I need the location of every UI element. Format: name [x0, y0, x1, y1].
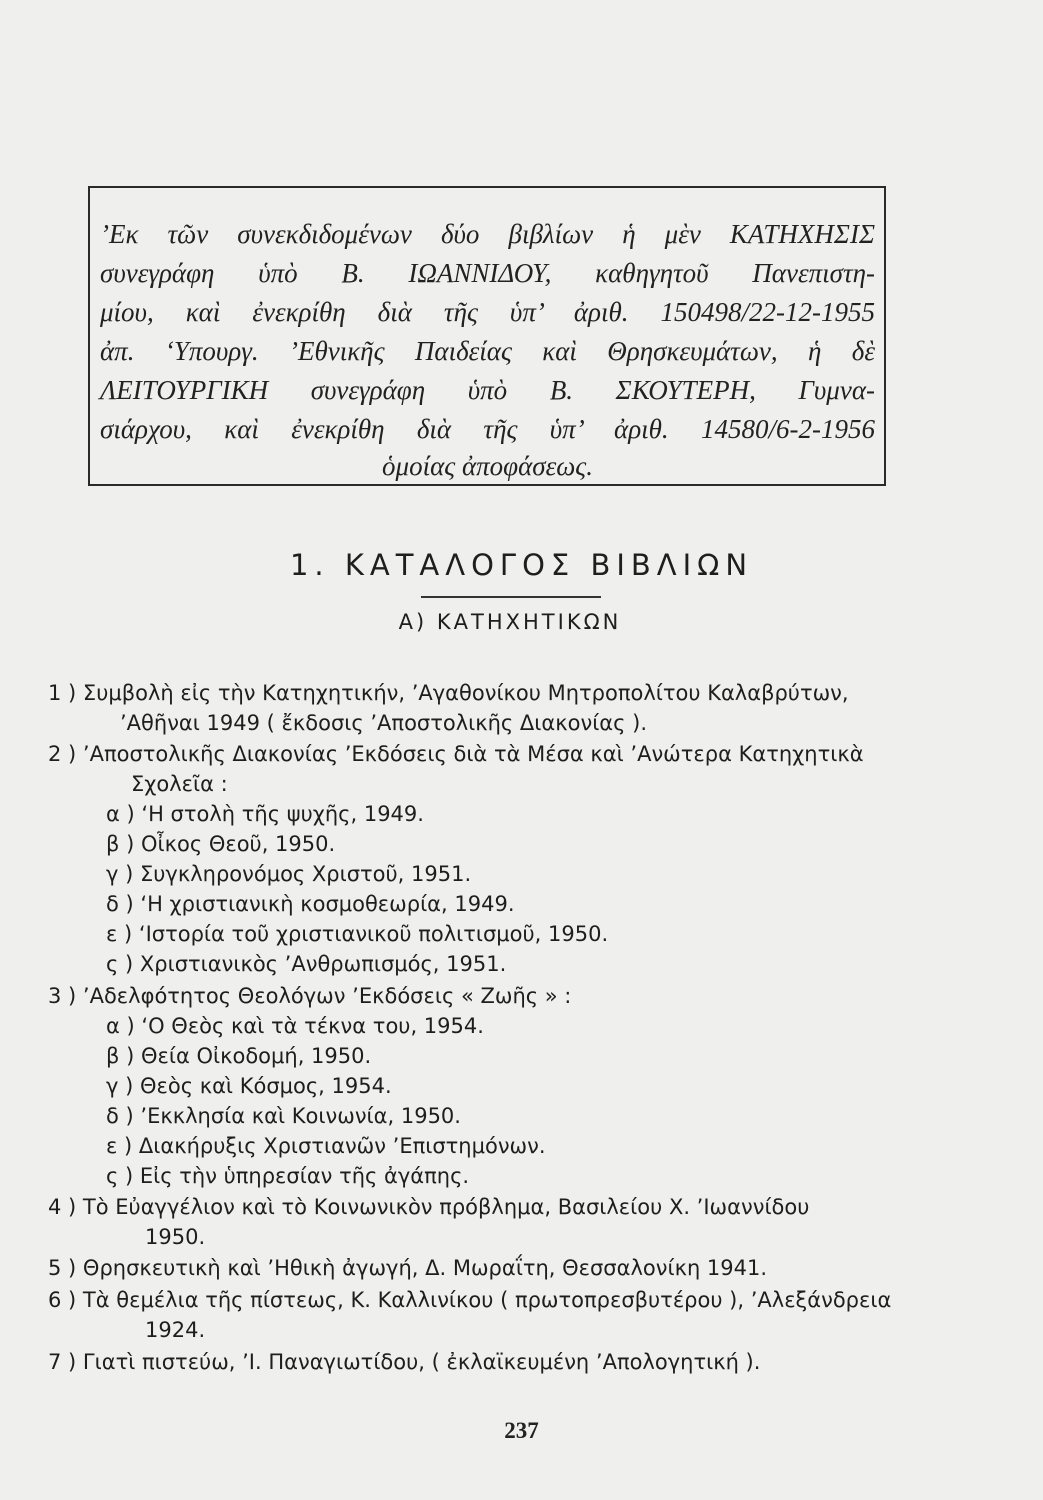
item-text: Οἶκος Θεοῦ, 1950. — [140, 832, 336, 856]
list-item — [106, 861, 471, 887]
list-item — [48, 1287, 891, 1313]
list-item — [106, 1103, 461, 1129]
item-text: ‘Ο Θεὸς καὶ τὰ τέκνα του, 1954. — [141, 1014, 484, 1038]
item-number: ε ) — [106, 922, 133, 946]
item-number: 4 ) — [48, 1195, 77, 1219]
item-number: ς ) — [106, 1164, 134, 1188]
item-number: δ ) — [106, 1104, 134, 1128]
list-item — [145, 1224, 205, 1250]
list-item — [48, 983, 571, 1009]
item-text: Τὰ θεμέλια τῆς πίστεως, Κ. Καλλινίκου ( πρωτοπρεσβυτέρου ), ’Αλεξάνδρεια — [82, 1288, 892, 1312]
item-number: γ ) — [106, 862, 134, 886]
list-item — [106, 1013, 484, 1039]
item-text: Θεὸς καὶ Κόσμος, 1954. — [139, 1074, 392, 1098]
item-text: ’Αδελφότητος Θεολόγων ’Εκδόσεις « Ζωῆς » : — [82, 984, 572, 1008]
notice-line: ΛΕΙΤΟΥΡΓΙΚΗ συνεγράφη ὑπὸ Β. ΣΚΟΥΤΕΡΗ, Γυμνα- — [100, 375, 875, 405]
item-text: Συμβολὴ εἰς τὴν Κατηχητικήν, ’Αγαθονίκου Μητροπολίτου Καλαβρύτων, — [82, 681, 849, 705]
item-text: ’Αθῆναι 1949 ( ἔκδοσις ’Αποστολικῆς Διακονίας ). — [120, 711, 648, 735]
item-text: Σχολεῖα : — [131, 772, 228, 796]
list-item — [48, 1194, 809, 1220]
title-rule — [421, 596, 601, 598]
list-item — [106, 1043, 371, 1069]
section-heading: Α) ΚΑΤΗΧΗΤΙΚΩΝ — [398, 610, 622, 634]
item-text: Θεία Οἰκοδομή, 1950. — [140, 1044, 372, 1068]
item-number: ε ) — [106, 1134, 133, 1158]
item-number: 3 ) — [48, 984, 77, 1008]
item-text: Χριστιανικὸς ’Ανθρωπισμός, 1951. — [139, 952, 507, 976]
item-number: 7 ) — [48, 1350, 77, 1374]
item-number: 5 ) — [48, 1256, 77, 1280]
list-item — [48, 680, 849, 706]
list-item — [106, 1163, 469, 1189]
list-item — [106, 951, 506, 977]
page-number: 237 — [504, 1418, 539, 1443]
list-item — [106, 1133, 546, 1159]
item-number: α ) — [106, 802, 135, 826]
catalog-title: 1. ΚΑΤΑΛΟΓΟΣ ΒΙΒΛΙΩΝ — [289, 548, 754, 582]
notice-line: ἀπ. ‘Υπουργ. ’Εθνικῆς Παιδείας καὶ Θρησκευμάτων, ἡ δὲ — [100, 336, 875, 366]
notice-line: ὁμοίας ἀποφάσεως. — [382, 451, 593, 481]
list-item — [120, 710, 647, 736]
list-item — [145, 1317, 205, 1343]
item-text: Συγκληρονόμος Χριστοῦ, 1951. — [139, 862, 472, 886]
item-number: β ) — [106, 1044, 135, 1068]
notice-line: ’Εκ τῶν συνεκδιδομένων δύο βιβλίων ἡ μὲν ΚΑΤΗΧΗΣΙΣ — [100, 219, 875, 249]
item-number: β ) — [106, 832, 135, 856]
notice-line: μίου, καὶ ἐνεκρίθη διὰ τῆς ὑπ’ ἀριθ. 150498/22-12-1955 — [100, 297, 875, 327]
item-number: δ ) — [106, 892, 134, 916]
item-text: Τὸ Εὐαγγέλιον καὶ τὸ Κοινωνικὸν πρόβλημα, Βασιλείου Χ. ’Ιωαννίδου — [82, 1195, 810, 1219]
item-text: Εἰς τὴν ὑπηρεσίαν τῆς ἀγάπης. — [139, 1164, 470, 1188]
item-number: α ) — [106, 1014, 135, 1038]
list-item — [106, 831, 335, 857]
item-number: γ ) — [106, 1074, 134, 1098]
item-number: 1 ) — [48, 681, 77, 705]
list-item — [106, 921, 608, 947]
list-item — [106, 891, 515, 917]
list-item — [48, 741, 864, 767]
item-number: 2 ) — [48, 742, 77, 766]
list-item — [48, 1349, 760, 1375]
list-item — [131, 771, 228, 797]
notice-line: σιάρχου, καὶ ἐνεκρίθη διὰ τῆς ὑπ’ ἀριθ. 14580/6-2-1956 — [100, 414, 875, 444]
item-text: ‘Η χριστιανικὴ κοσμοθεωρία, 1949. — [140, 892, 515, 916]
item-number: 6 ) — [48, 1288, 77, 1312]
item-text: ’Εκκλησία καὶ Κοινωνία, 1950. — [140, 1104, 461, 1128]
item-text: ‘Ιστορία τοῦ χριστιανικοῦ πολιτισμοῦ, 1950. — [138, 922, 609, 946]
item-text: ‘Η στολὴ τῆς ψυχῆς, 1949. — [141, 802, 424, 826]
item-text: 1924. — [145, 1318, 206, 1342]
item-text: 1950. — [145, 1225, 206, 1249]
item-text: Θρησκευτικὴ καὶ ’Ηθικὴ ἀγωγή, Δ. Μωραΐτη, Θεσσαλονίκη 1941. — [82, 1256, 768, 1280]
notice-line: συνεγράφη ὑπὸ Β. ΙΩΑΝΝΙΔΟΥ, καθηγητοῦ Πανεπιστη- — [100, 258, 875, 288]
item-text: Γιατὶ πιστεύω, ’Ι. Παναγιωτίδου, ( ἐκλαϊκευμένη ’Απολογητική ). — [82, 1350, 761, 1374]
list-item — [106, 801, 424, 827]
list-item — [48, 1255, 767, 1281]
list-item — [106, 1073, 392, 1099]
item-text: ’Αποστολικῆς Διακονίας ’Εκδόσεις διὰ τὰ Μέσα καὶ ’Ανώτερα Κατηχητικὰ — [82, 742, 864, 766]
item-text: Διακήρυξις Χριστιανῶν ’Επιστημόνων. — [138, 1134, 546, 1158]
item-number: ς ) — [106, 952, 134, 976]
